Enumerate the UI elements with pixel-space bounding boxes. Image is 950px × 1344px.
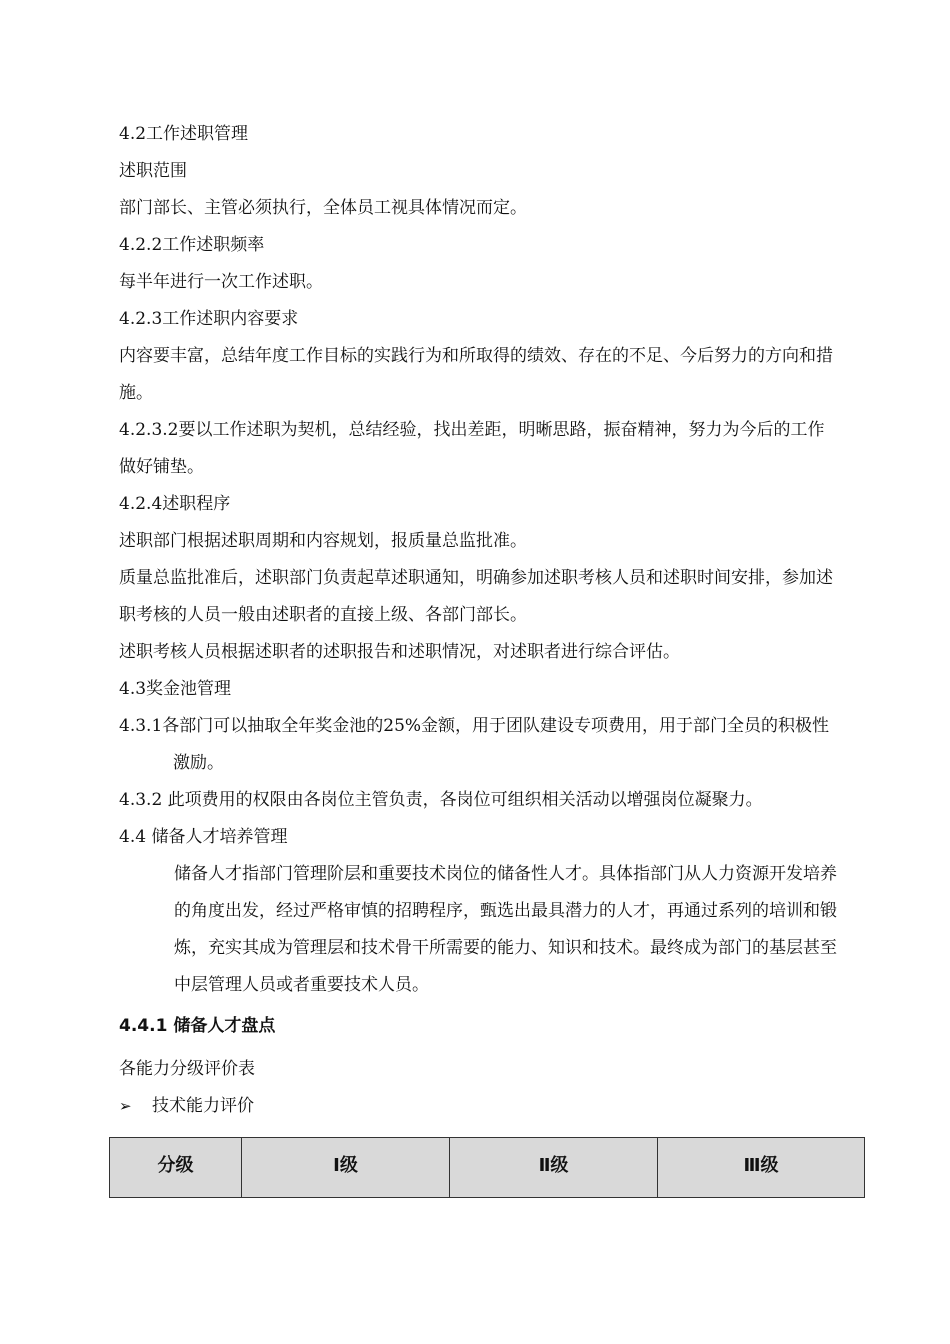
bullet-item: [119, 1088, 837, 1125]
subheading-content-requirements: 4.2.3工作述职内容要求: [119, 309, 299, 329]
bullet-text: 技术能力评价: [152, 1096, 254, 1116]
paragraph-4-2-3-2: 4.2.3.2要以工作述职为契机，总结经验，找出差距，明晰思路，振奋精神，努力为今后的工作做好铺垫。: [119, 420, 825, 477]
paragraph-reserve-talent: 储备人才指部门管理阶层和重要技术岗位的储备性人才。具体指部门从人力资源开发培养的角度出发，经过严格审慎的招聘程序，甄选出最具潜力的人才，再通过系列的培训和锻炼，充实其成为管理层和技术骨干所需要的能力、知识和技术。最终成为部门的基层甚至中层管理人员或者重要技术人员。: [174, 864, 837, 995]
paragraph-procedure-2: 质量总监批准后，述职部门负责起草述职通知，明确参加述职考核人员和述职时间安排，参加述职考核的人员一般由述职者的直接上级、各部门部长。: [119, 568, 833, 625]
subheading-scope: 述职范围: [119, 161, 187, 181]
paragraph-scope: 部门部长、主管必须执行，全体员工视具体情况而定。: [119, 198, 527, 218]
section-heading-4-2: 4.2工作述职管理: [119, 124, 249, 144]
section-heading-4-4: 4.4 储备人才培养管理: [119, 827, 288, 847]
table-header-cell: Ⅱ级: [450, 1138, 658, 1198]
subheading-procedure: 4.2.4述职程序: [119, 494, 231, 514]
paragraph-content-requirements: 内容要丰富，总结年度工作目标的实践行为和所取得的绩效、存在的不足、今后努力的方向和措施。: [119, 346, 833, 403]
item-4-3-1: 4.3.1各部门可以抽取全年奖金池的25%金额，用于团队建设专项费用，用于部门全员的积极性激励。: [119, 716, 830, 773]
table-header-cell: Ⅰ级: [242, 1138, 450, 1198]
grade-evaluation-table: [109, 1137, 865, 1198]
item-4-3-2: 4.3.2 此项费用的权限由各岗位主管负责，各岗位可组织相关活动以增强岗位凝聚力。: [119, 790, 763, 810]
table-header-cell: Ⅲ级: [658, 1138, 865, 1198]
heading-4-4-1: 4.4.1 储备人才盘点: [119, 1016, 276, 1036]
paragraph-frequency: 每半年进行一次工作述职。: [119, 272, 323, 292]
section-heading-4-3: 4.3奖金池管理: [119, 679, 232, 699]
table-header-cell: 分级: [110, 1138, 242, 1198]
table-caption: 各能力分级评价表: [119, 1059, 255, 1079]
table-header-row: [110, 1138, 865, 1198]
paragraph-procedure-1: 述职部门根据述职周期和内容规划，报质量总监批准。: [119, 531, 527, 551]
subheading-frequency: 4.2.2工作述职频率: [119, 235, 265, 255]
arrow-bullet-icon: ➢: [119, 1097, 132, 1115]
document-body: [119, 116, 837, 1125]
paragraph-procedure-3: 述职考核人员根据述职者的述职报告和述职情况，对述职者进行综合评估。: [119, 642, 680, 662]
